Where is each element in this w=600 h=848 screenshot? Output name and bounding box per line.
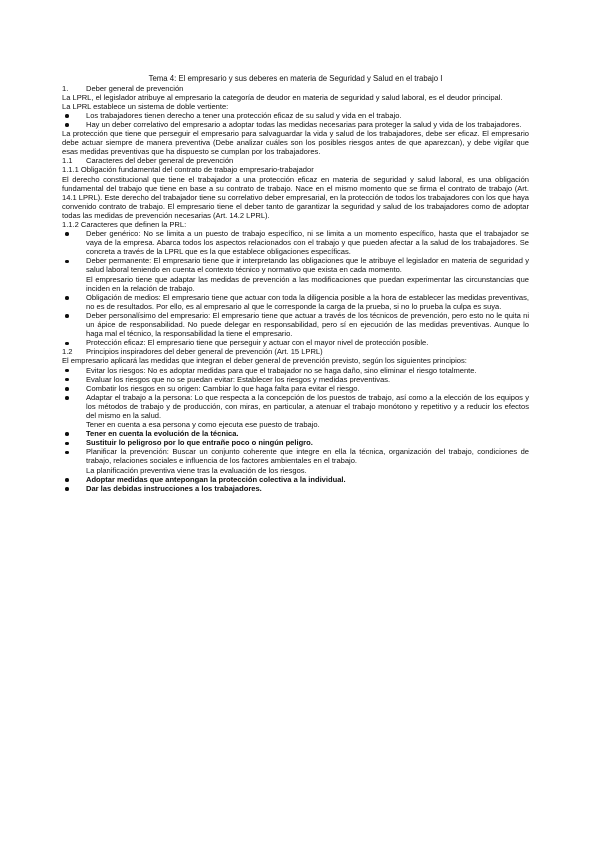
paragraph: El empresario aplicará las medidas que integran el deber general de prevención previsto, según los siguientes principios: [62, 356, 467, 366]
list-item: Hay un deber correlativo del empresario a adoptar todas las medidas necesarias para proteger la salud y vida de los trabajadores. [62, 120, 529, 129]
bullet-list [62, 229, 529, 347]
paragraph: El derecho constitucional que tiene el trabajador a una protección eficaz en materia de seguridad y salud laboral, es una obligación fundamental del trabajo que tiene en base a su contrato de trabajo. Nace en el mismo momento que se firma el contrato de trabajo (Art. 14.1 LPRL). Este derecho del trabajador tiene su correlativo deber empresarial, en la protección de todos los trabajadores con los que haya convenido contrato de trabajo. El empresario tiene el deber tanto de garantizar la seguridad y salud de los trabajadores como de adoptar todas las medidas de prevención necesarias (Art. 14.2 LPRL). [62, 174, 529, 220]
paragraph: La LPRL, el legislador atribuye al empresario la categoría de deudor en materia de seguridad y salud laboral, es el deudor principal. [62, 92, 503, 102]
list-item: Protección eficaz: El empresario tiene que perseguir y actuar con el mayor nivel de protección posible. [62, 338, 529, 347]
list-item-continuation: La planificación preventiva viene tras la evaluación de los riesgos. [86, 465, 307, 475]
paragraph: La LPRL establece un sistema de doble vertiente: [62, 101, 229, 111]
section-number: 1.1 [62, 156, 73, 166]
list-item: Deber personalísimo del empresario: El empresario tiene que actuar a través de los técnicos de prevención, pero esto no le quita ni un ápice de responsabilidad. No puede delegar en responsabilidad, pero sí en ejecución de las medidas preventivas. Aunque lo haga mal el técnico, la responsabilidad la tiene el empresario. [62, 311, 529, 338]
section-number: 1. [62, 83, 69, 93]
page-title: Tema 4: El empresario y sus deberes en materia de Seguridad y Salud en el trabajo I [148, 74, 443, 83]
list-item-continuation: El empresario tiene que adaptar las medidas de prevención a las modificaciones que puedan experimentar las circunstancias que inciden en la relación de trabajo. [86, 274, 529, 293]
list-item: Evitar los riesgos: No es adoptar medidas para que el trabajador no se haga daño, sino eliminar el riesgo totalmente. [62, 366, 529, 375]
list-item-continuation: Tener en cuenta a esa persona y como ejecuta ese puesto de trabajo. [86, 420, 320, 430]
list-item: Deber genérico: No se limita a un puesto de trabajo específico, ni se limita a un momento específico, hasta que el trabajador se vaya de la empresa. Abarca todos los aspectos relacionados con el trabajo y que pueden afectar a la salud de los trabajadores. Se concreta a través de la LPRL que es la que establece obligaciones específicas. [62, 229, 529, 256]
list-item: Planificar la prevención: Buscar un conjunto coherente que integre en ella la técnica, organización del trabajo, condiciones de trabajo, relaciones sociales e influencia de los factores ambientales en el trabajo. La planificación preventiva viene tras la evaluación de los riesgos. [62, 447, 529, 474]
paragraph: La protección que tiene que perseguir el empresario para salvaguardar la vida y salud de los trabajadores, debe ser eficaz. El empresario debe actuar siempre de manera preventiva (Debe analizar cuáles son los posibles riesgos antes de que aparezcan), y debe vigilar que esas medidas preventivas que ha dispuesto se cumplan por los trabajadores. [62, 129, 529, 157]
list-item: Obligación de medios: El empresario tiene que actuar con toda la diligencia posible a la hora de establecer las medidas preventivas, no es de resultados. Por ello, es al empresario al que le corresponde la carga de la prueba, si no lo prueba la culpa es suya. [62, 293, 529, 311]
section-1-2-heading [62, 347, 529, 356]
section-1-1-heading [62, 156, 529, 165]
section-number: 1.2 [62, 347, 73, 357]
list-item: Tener en cuenta la evolución de la técnica. [62, 429, 529, 438]
document-page [62, 74, 529, 493]
list-item: Adaptar el trabajo a la persona: Lo que respecta a la concepción de los puestos de trabajo, así como a la elección de los equipos y los métodos de trabajo y de producción, con miras, en particular, a atenuar el trabajo monótono y repetitivo y a reducir los efectos del mismo en la salud. Tener en cuenta a esa persona y como ejecuta ese puesto de trabajo. [62, 393, 529, 429]
section-title: Caracteres del deber general de prevención [86, 156, 234, 166]
list-item: Evaluar los riesgos que no se puedan evitar: Establecer los riesgos y medidas preventivas. [62, 375, 529, 384]
subsection-1-1-1-heading: 1.1.1 Obligación fundamental del contrato de trabajo empresario-trabajador [62, 165, 314, 175]
list-item: Adoptar medidas que antepongan la protección colectiva a la individual. [62, 475, 529, 484]
list-item: Deber permanente: El empresario tiene que ir interpretando las obligaciones que le atribuye el legislador en materia de seguridad y salud laboral teniendo en cuenta el contexto técnico y normativo que exista en cada momento. El empresario tiene que adaptar las medidas de prevención a las modificaciones que puedan experimentar las circunstancias que inciden en la relación de trabajo. [62, 256, 529, 292]
bullet-list [62, 366, 529, 493]
list-item: Sustituir lo peligroso por lo que entrañe poco o ningún peligro. [62, 438, 529, 447]
section-title: Principios inspiradores del deber general de prevención (Art. 15 LPRL) [86, 347, 323, 357]
section-title: Deber general de prevención [86, 83, 184, 93]
section-1-heading [62, 84, 529, 93]
list-item: Los trabajadores tienen derecho a tener una protección eficaz de su salud y vida en el trabajo. [62, 111, 529, 120]
subsection-1-1-2-heading: 1.1.2 Caracteres que definen la PRL: [62, 220, 187, 229]
bullet-list [62, 111, 529, 129]
list-item: Dar las debidas instrucciones a los trabajadores. [62, 484, 529, 493]
list-item: Combatir los riesgos en su origen: Cambiar lo que haga falta para evitar el riesgo. [62, 384, 529, 393]
